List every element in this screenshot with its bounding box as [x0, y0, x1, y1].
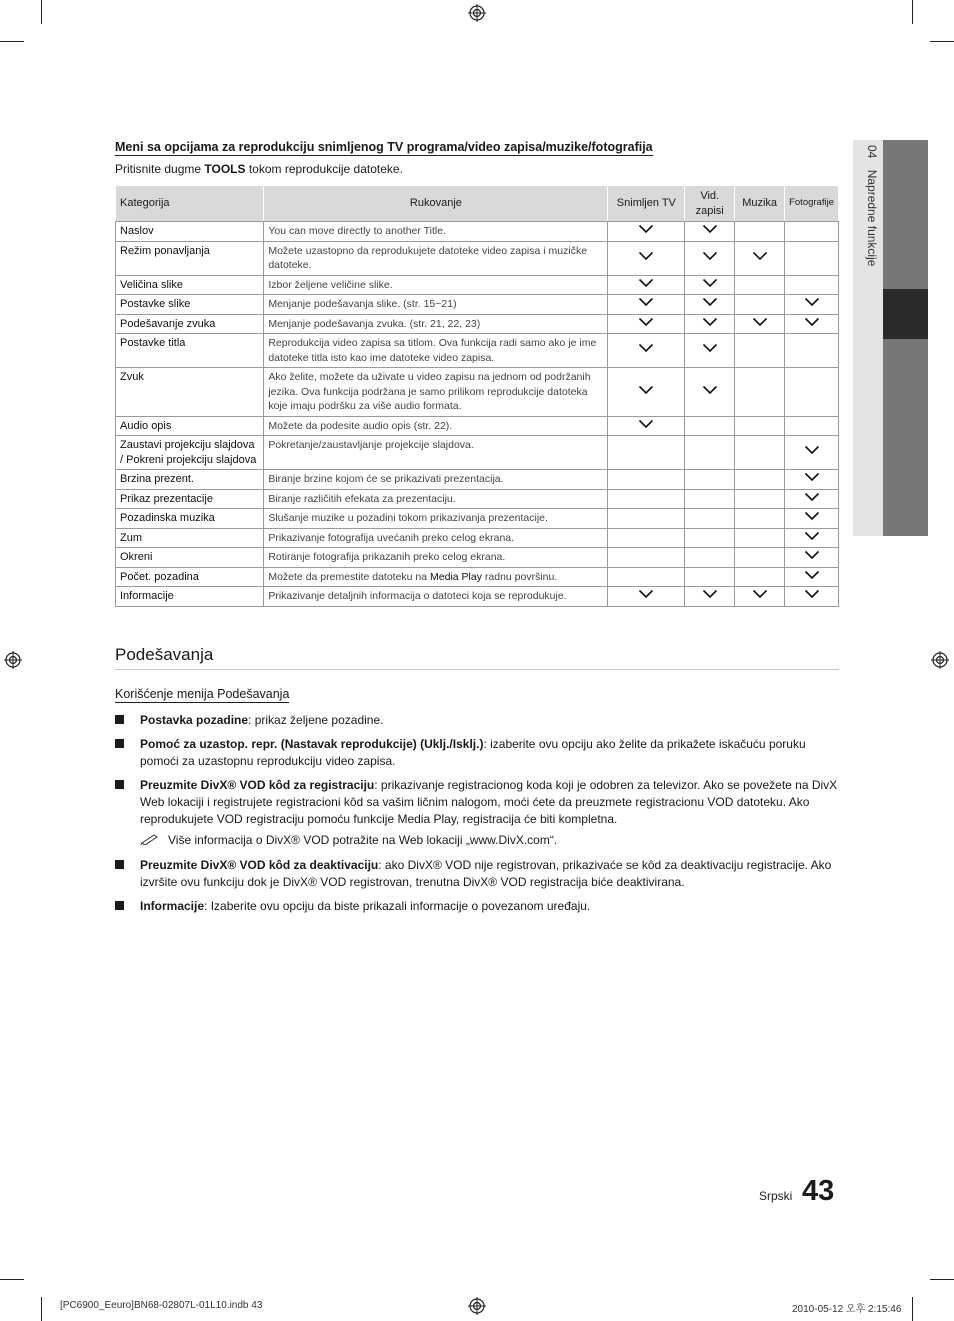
cell-vid	[685, 528, 735, 548]
cell-tv	[608, 295, 685, 315]
cell-muz	[735, 416, 785, 436]
checkmark-icon	[752, 589, 768, 599]
cell-muz	[735, 489, 785, 509]
header-kategorija: Kategorija	[116, 186, 264, 222]
cell-kategorija: Naslov	[116, 222, 264, 242]
cell-muz	[735, 548, 785, 568]
registration-mark-icon	[931, 651, 949, 669]
checkmark-icon	[804, 492, 820, 502]
checkmark-icon	[804, 317, 820, 327]
crop-mark	[930, 41, 954, 42]
cell-tv	[608, 548, 685, 568]
cell-kategorija: Zaustavi projekciju slajdova / Pokreni projekciju slajdova	[116, 436, 264, 470]
cell-vid	[685, 275, 735, 295]
print-file-info: [PC6900_Eeuro]BN68-02807L-01L10.indb 43	[60, 1300, 263, 1311]
cell-rukovanje: Možete uzastopno da reprodukujete datoteke video zapisa i muzičke datoteke.	[264, 241, 608, 275]
cell-fot	[785, 416, 839, 436]
checkmark-icon	[804, 511, 820, 521]
intro-text: Pritisnite dugme	[115, 162, 205, 176]
settings-subtitle: Korišćenje menija Podešavanja	[115, 687, 290, 701]
cell-rukovanje: Biranje različitih efekata za prezentaciju.	[264, 489, 608, 509]
note-text: Više informacija o DivX® VOD potražite na Web lokaciji „www.DivX.com“.	[168, 833, 558, 847]
cell-fot	[785, 470, 839, 490]
bullet-square-icon	[115, 780, 124, 789]
checkmark-icon	[702, 297, 718, 307]
checkmark-icon	[702, 343, 718, 353]
table-row	[116, 587, 839, 607]
cell-vid	[685, 587, 735, 607]
bullet-square-icon	[115, 715, 124, 724]
cell-kategorija: Podešavanje zvuka	[116, 314, 264, 334]
crop-mark	[41, 0, 42, 24]
cell-tv	[608, 587, 685, 607]
cell-vid	[685, 334, 735, 368]
checkmark-icon	[752, 251, 768, 261]
cell-rukovanje: Biranje brzine kojom će se prikazivati prezentacija.	[264, 470, 608, 490]
list-item-label: Informacije	[140, 899, 205, 913]
list-item	[115, 736, 839, 770]
checkmark-icon	[638, 589, 654, 599]
checkmark-icon	[804, 531, 820, 541]
chapter-number: 04	[865, 145, 879, 159]
cell-vid	[685, 368, 735, 417]
cell-rukovanje: Izbor željene veličine slike.	[264, 275, 608, 295]
cell-vid	[685, 489, 735, 509]
crop-mark	[0, 1279, 24, 1280]
cell-vid	[685, 222, 735, 242]
cell-fot	[785, 509, 839, 529]
cell-muz	[735, 241, 785, 275]
checkmark-icon	[638, 297, 654, 307]
cell-rukovanje: Ako želite, možete da uživate u video zapisu na jednom od podržanih jezika. Ova funkcija podržana je samo prilikom reprodukcije datoteka koje imaju podršku za više audio formata.	[264, 368, 608, 417]
table-row	[116, 470, 839, 490]
table-row	[116, 334, 839, 368]
intro-text: tokom reprodukcije datoteke.	[245, 162, 403, 176]
cell-rukovanje: Možete da podesite audio opis (str. 22).	[264, 416, 608, 436]
checkmark-icon	[638, 343, 654, 353]
checkmark-icon	[804, 445, 820, 455]
list-item	[115, 777, 839, 828]
chapter-tab-band	[883, 339, 928, 536]
cell-fot	[785, 528, 839, 548]
list-item-label: Pomoć za uzastop. repr. (Nastavak reprodukcije) (Uklj./Isklj.)	[140, 737, 484, 751]
cell-muz	[735, 295, 785, 315]
checkmark-icon	[638, 278, 654, 288]
checkmark-icon	[638, 224, 654, 234]
header-snimljen-tv: Snimljen TV	[608, 186, 685, 222]
cell-vid	[685, 436, 735, 470]
cell-tv	[608, 416, 685, 436]
note	[140, 832, 557, 849]
cell-kategorija: Zvuk	[116, 368, 264, 417]
checkmark-icon	[804, 472, 820, 482]
table-row	[116, 567, 839, 587]
registration-mark-icon	[468, 1297, 486, 1315]
list-item-label: Preuzmite DivX® VOD kôd za deaktivaciju	[140, 858, 379, 872]
cell-fot	[785, 548, 839, 568]
table-body	[116, 222, 839, 607]
header-rukovanje: Rukovanje	[264, 186, 608, 222]
list-item-text: : Izaberite ovu opciju da biste prikazali informacije o povezanom uređaju.	[204, 899, 591, 913]
cell-fot	[785, 567, 839, 587]
cell-tv	[608, 509, 685, 529]
checkmark-icon	[804, 570, 820, 580]
list-item-text: : prikaz željene pozadine.	[248, 713, 384, 727]
checkmark-icon	[702, 278, 718, 288]
list-item	[115, 857, 839, 891]
checkmark-icon	[638, 317, 654, 327]
crop-mark	[930, 1279, 954, 1280]
cell-tv	[608, 470, 685, 490]
checkmark-icon	[702, 251, 718, 261]
cell-kategorija: Prikaz prezentacije	[116, 489, 264, 509]
cell-rukovanje: Prikazivanje fotografija uvećanih preko celog ekrana.	[264, 528, 608, 548]
cell-rukovanje	[264, 567, 608, 587]
checkmark-icon	[638, 385, 654, 395]
bullet-square-icon	[115, 860, 124, 869]
registration-mark-icon	[468, 4, 486, 22]
cell-kategorija: Veličina slike	[116, 275, 264, 295]
cell-muz	[735, 567, 785, 587]
cell-rukovanje: Prikazivanje detaljnih informacija o datoteci koja se reprodukuje.	[264, 587, 608, 607]
note-pencil-icon	[140, 833, 160, 845]
cell-rukovanje: Reprodukcija video zapisa sa titlom. Ova funkcija radi samo ako je ime datoteke titla isto kao ime datoteke video zapisa.	[264, 334, 608, 368]
media-play-term: Media Play	[430, 570, 482, 583]
cell-text: radnu površinu.	[481, 570, 558, 583]
cell-vid	[685, 470, 735, 490]
cell-tv	[608, 567, 685, 587]
cell-muz	[735, 368, 785, 417]
checkmark-icon	[702, 317, 718, 327]
cell-fot	[785, 295, 839, 315]
cell-muz	[735, 275, 785, 295]
cell-tv	[608, 314, 685, 334]
registration-mark-icon	[4, 651, 22, 669]
checkmark-icon	[638, 251, 654, 261]
crop-mark	[0, 41, 24, 42]
page-number: 43	[802, 1175, 835, 1207]
cell-kategorija: Postavke titla	[116, 334, 264, 368]
cell-vid	[685, 509, 735, 529]
cell-fot	[785, 368, 839, 417]
cell-muz	[735, 314, 785, 334]
cell-fot	[785, 314, 839, 334]
table-row	[116, 548, 839, 568]
cell-vid	[685, 241, 735, 275]
header-muzika: Muzika	[735, 186, 785, 222]
cell-tv	[608, 334, 685, 368]
cell-vid	[685, 295, 735, 315]
cell-kategorija: Pozadinska muzika	[116, 509, 264, 529]
cell-tv	[608, 528, 685, 548]
cell-muz	[735, 528, 785, 548]
bullet-square-icon	[115, 901, 124, 910]
cell-tv	[608, 436, 685, 470]
table-row	[116, 368, 839, 417]
cell-kategorija: Počet. pozadina	[116, 567, 264, 587]
table-row	[116, 314, 839, 334]
list-item-label: Postavka pozadine	[140, 713, 249, 727]
checkmark-icon	[804, 589, 820, 599]
checkmark-icon	[702, 589, 718, 599]
list-item-text: : izaberite ovu opciju ako želite da prikažete iskačuću poruku pomoći za uzastopnu reprodukciju video zapisa.	[140, 737, 806, 768]
cell-kategorija: Postavke slike	[116, 295, 264, 315]
crop-mark	[41, 1297, 42, 1321]
cell-kategorija: Režim ponavljanja	[116, 241, 264, 275]
crop-mark	[912, 0, 913, 24]
tools-key: TOOLS	[204, 162, 246, 176]
section-intro	[115, 162, 403, 176]
cell-vid	[685, 548, 735, 568]
cell-muz	[735, 334, 785, 368]
cell-vid	[685, 416, 735, 436]
cell-rukovanje: Rotiranje fotografija prikazanih preko celog ekrana.	[264, 548, 608, 568]
checkmark-icon	[804, 297, 820, 307]
header-vid-zapisi: Vid. zapisi	[685, 186, 735, 222]
list-item	[115, 898, 839, 915]
cell-rukovanje: Slušanje muzike u pozadini tokom prikazivanja prezentacije.	[264, 509, 608, 529]
chapter-title: Napredne funkcije	[865, 169, 879, 267]
checkmark-icon	[702, 385, 718, 395]
cell-tv	[608, 275, 685, 295]
table-row	[116, 489, 839, 509]
table-row	[116, 509, 839, 529]
chapter-tab-marker	[883, 289, 928, 339]
table-row	[116, 295, 839, 315]
section-heading: Meni sa opcijama za reprodukciju snimljenog TV programa/video zapisa/muzike/fotografija	[115, 140, 653, 154]
options-table	[115, 185, 839, 607]
cell-tv	[608, 368, 685, 417]
cell-fot	[785, 489, 839, 509]
cell-muz	[735, 222, 785, 242]
cell-fot	[785, 334, 839, 368]
table-row	[116, 528, 839, 548]
list-item-text: : prikazivanje registracionog koda koji je odobren za televizor. Ako se povežete na DivX Web lokaciji i registrujete registracioni kôd sa vašim ličnim nalogom, moći ćete da preuzmete registracionu VOD datoteku. Ako reprodukujete VOD registraciju pomoću funkcije Media Play, registracija će biti kompletna.	[140, 778, 838, 826]
cell-muz	[735, 587, 785, 607]
cell-fot	[785, 222, 839, 242]
cell-fot	[785, 587, 839, 607]
print-date-info: 2010-05-12 오후 2:15:46	[792, 1304, 902, 1315]
checkmark-icon	[702, 224, 718, 234]
cell-tv	[608, 222, 685, 242]
bullet-square-icon	[115, 739, 124, 748]
cell-muz	[735, 509, 785, 529]
list-item-text: : ako DivX® VOD nije registrovan, prikazivaće se kôd za deaktivaciju registracije. Ako izvršite ovu funkciju dok je DivX® VOD registrovan, trenutna DivX® VOD registracija biće deaktivirana.	[140, 858, 832, 889]
cell-muz	[735, 470, 785, 490]
table-header-row	[116, 186, 839, 222]
chapter-tab-band	[883, 140, 928, 289]
list-item-label: Preuzmite DivX® VOD kôd za registraciju	[140, 778, 375, 792]
language-label: Srpski	[759, 1189, 793, 1203]
cell-fot	[785, 241, 839, 275]
header-fotografije: Fotografije	[785, 186, 839, 222]
table-row	[116, 275, 839, 295]
cell-vid	[685, 567, 735, 587]
cell-fot	[785, 436, 839, 470]
cell-text: Možete da premestite datoteku na	[268, 570, 431, 583]
cell-kategorija: Audio opis	[116, 416, 264, 436]
cell-tv	[608, 241, 685, 275]
table-row	[116, 416, 839, 436]
cell-rukovanje: Pokretanje/zaustavljanje projekcije slajdova.	[264, 436, 608, 470]
cell-tv	[608, 489, 685, 509]
cell-kategorija: Okreni	[116, 548, 264, 568]
cell-rukovanje: Menjanje podešavanja zvuka. (str. 21, 22, 23)	[264, 314, 608, 334]
crop-mark	[912, 1297, 913, 1321]
cell-kategorija: Informacije	[116, 587, 264, 607]
checkmark-icon	[804, 550, 820, 560]
cell-kategorija: Brzina prezent.	[116, 470, 264, 490]
table-row	[116, 436, 839, 470]
table-row	[116, 241, 839, 275]
cell-muz	[735, 436, 785, 470]
table-row	[116, 222, 839, 242]
cell-fot	[785, 275, 839, 295]
cell-vid	[685, 314, 735, 334]
checkmark-icon	[638, 419, 654, 429]
settings-title: Podešavanja	[115, 645, 839, 670]
checkmark-icon	[752, 317, 768, 327]
cell-rukovanje: You can move directly to another Title.	[264, 222, 608, 242]
cell-kategorija: Zum	[116, 528, 264, 548]
chapter-tab-label	[857, 145, 879, 365]
list-item	[115, 712, 839, 729]
cell-rukovanje: Menjanje podešavanja slike. (str. 15~21)	[264, 295, 608, 315]
